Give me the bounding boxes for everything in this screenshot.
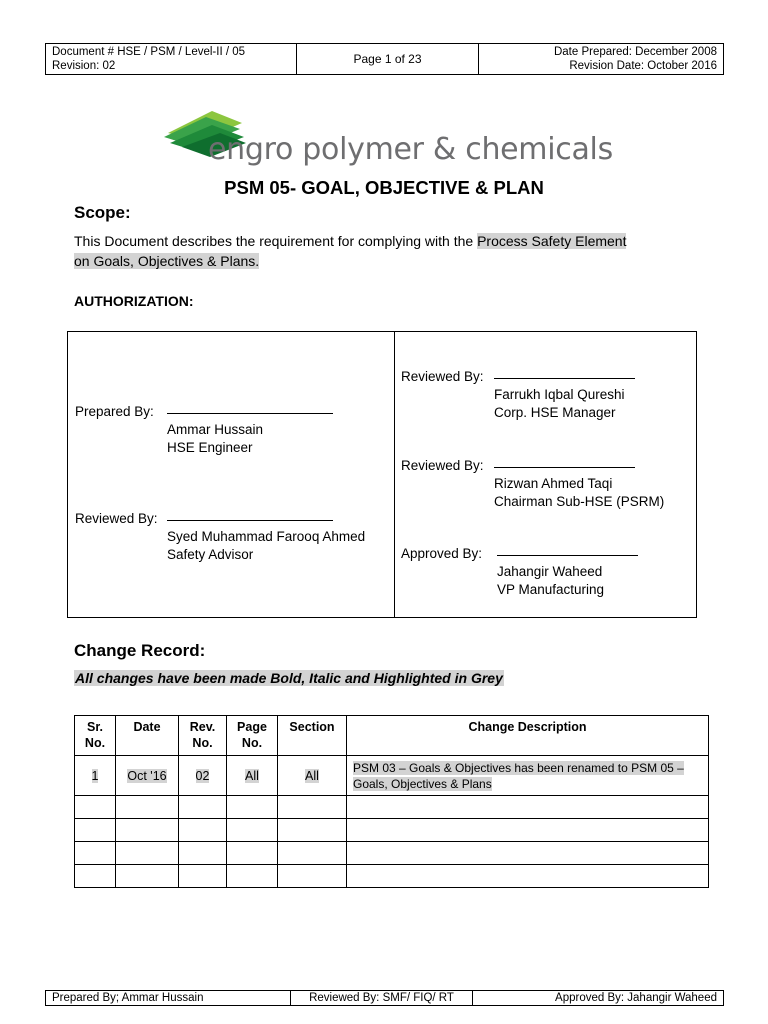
cell-empty (347, 842, 709, 865)
cell-page-value: All (245, 768, 259, 783)
signature-name: Farrukh Iqbal Qureshi (494, 387, 625, 402)
revision-date: Revision Date: October 2016 (569, 60, 717, 72)
cell-section-value: All (305, 768, 319, 783)
page-number: Page 1 of 23 (297, 44, 479, 74)
signature-name: Jahangir Waheed (497, 564, 603, 579)
doc-number: Document # HSE / PSM / Level-II / 05 (52, 46, 246, 58)
col-section: Section (278, 716, 347, 756)
signature-line (494, 368, 635, 379)
cell-empty (347, 796, 709, 819)
col-page (227, 716, 278, 756)
table-row (75, 865, 709, 888)
cell-date (116, 756, 179, 796)
cell-empty (75, 842, 116, 865)
cell-empty (227, 842, 278, 865)
signature-name: Ammar Hussain (167, 422, 264, 437)
col-rev (179, 716, 227, 756)
cell-empty (75, 796, 116, 819)
col-sr (75, 716, 116, 756)
logo-text: engro polymer & chemicals (208, 132, 613, 167)
cell-empty (116, 865, 179, 888)
footer-approved: Approved By: Jahangir Waheed (555, 992, 717, 1004)
cell-empty (75, 865, 116, 888)
signature-reviewed-chairman (401, 457, 664, 511)
authorization-divider (394, 332, 395, 617)
col-page-label-2: No. (241, 736, 263, 750)
header-dates (479, 44, 723, 74)
cell-sr-value: 1 (91, 768, 99, 783)
signature-role: Corp. HSE Manager (494, 405, 616, 420)
authorization-box (67, 331, 697, 618)
col-page-label: Page (237, 720, 267, 734)
cell-rev-value: 02 (195, 768, 210, 783)
cell-empty (347, 865, 709, 888)
cell-empty (179, 865, 227, 888)
cell-section (278, 756, 347, 796)
signature-line (167, 510, 333, 521)
cell-empty (116, 819, 179, 842)
cell-empty (116, 796, 179, 819)
table-row (75, 819, 709, 842)
header-doc-info (46, 44, 297, 74)
signature-prepared (75, 403, 263, 457)
revision: Revision: 02 (52, 60, 116, 72)
col-sr-label-2: No. (84, 736, 106, 750)
signature-reviewed-corp (401, 368, 625, 422)
signature-role: VP Manufacturing (497, 582, 605, 597)
cell-sr (75, 756, 116, 796)
cell-empty (227, 865, 278, 888)
signature-role: Safety Advisor (167, 547, 254, 562)
table-row (75, 796, 709, 819)
signature-label: Reviewed By: (401, 458, 484, 473)
footer-reviewed: Reviewed By: SMF/ FIQ/ RT (291, 991, 473, 1005)
signature-line (497, 545, 638, 556)
table-row (75, 756, 709, 796)
cell-empty (347, 819, 709, 842)
signature-role: HSE Engineer (167, 440, 253, 455)
authorization-heading: AUTHORIZATION: (74, 293, 194, 309)
change-record-heading: Change Record: (74, 641, 206, 660)
col-rev-label-2: No. (192, 736, 213, 750)
change-record-note: All changes have been made Bold, Italic and Highlighted in Grey (75, 670, 503, 686)
signature-reviewed-safety (75, 510, 365, 564)
cell-empty (179, 819, 227, 842)
cell-empty (278, 819, 347, 842)
scope-text-plain: This Document describes the requirement for complying with the (74, 233, 478, 249)
cell-description (347, 756, 709, 796)
scope-highlight-1: Process Safety Element (477, 233, 627, 249)
document-header (45, 43, 724, 75)
table-row (75, 842, 709, 865)
document-footer (45, 990, 724, 1006)
cell-empty (179, 842, 227, 865)
footer-prepared: Prepared By; Ammar Hussain (46, 991, 291, 1005)
cell-empty (278, 865, 347, 888)
col-date: Date (116, 716, 179, 756)
signature-approved (401, 545, 604, 599)
cell-rev (179, 756, 227, 796)
signature-label: Reviewed By: (75, 511, 158, 526)
signature-name: Rizwan Ahmed Taqi (494, 476, 613, 491)
cell-date-value: Oct '16 (127, 768, 167, 783)
scope-highlight-2: on Goals, Objectives & Plans. (74, 253, 260, 269)
col-sr-label: Sr. (87, 720, 103, 734)
signature-label: Approved By: (401, 546, 483, 561)
cell-empty (278, 842, 347, 865)
col-rev-label: Rev. (189, 720, 216, 734)
table-header-row (75, 716, 709, 756)
signature-line (167, 403, 333, 414)
cell-empty (278, 796, 347, 819)
cell-empty (227, 819, 278, 842)
document-title: PSM 05- GOAL, OBJECTIVE & PLAN (224, 177, 544, 198)
cell-page (227, 756, 278, 796)
col-description: Change Description (347, 716, 709, 756)
cell-description-line-2: Goals, Objectives & Plans (353, 776, 492, 791)
scope-heading: Scope: (74, 203, 131, 222)
signature-label: Prepared By: (75, 404, 154, 419)
signature-line (494, 457, 635, 468)
cell-empty (116, 842, 179, 865)
cell-empty (75, 819, 116, 842)
change-record-table (74, 715, 709, 888)
scope-text (74, 231, 694, 271)
signature-name: Syed Muhammad Farooq Ahmed (167, 529, 366, 544)
cell-empty (227, 796, 278, 819)
date-prepared: Date Prepared: December 2008 (553, 46, 717, 58)
signature-role: Chairman Sub-HSE (PSRM) (494, 494, 665, 509)
signature-label: Reviewed By: (401, 369, 484, 384)
cell-description-line-1: PSM 03 – Goals & Objectives has been renamed to PSM 05 – (353, 760, 684, 775)
cell-empty (179, 796, 227, 819)
